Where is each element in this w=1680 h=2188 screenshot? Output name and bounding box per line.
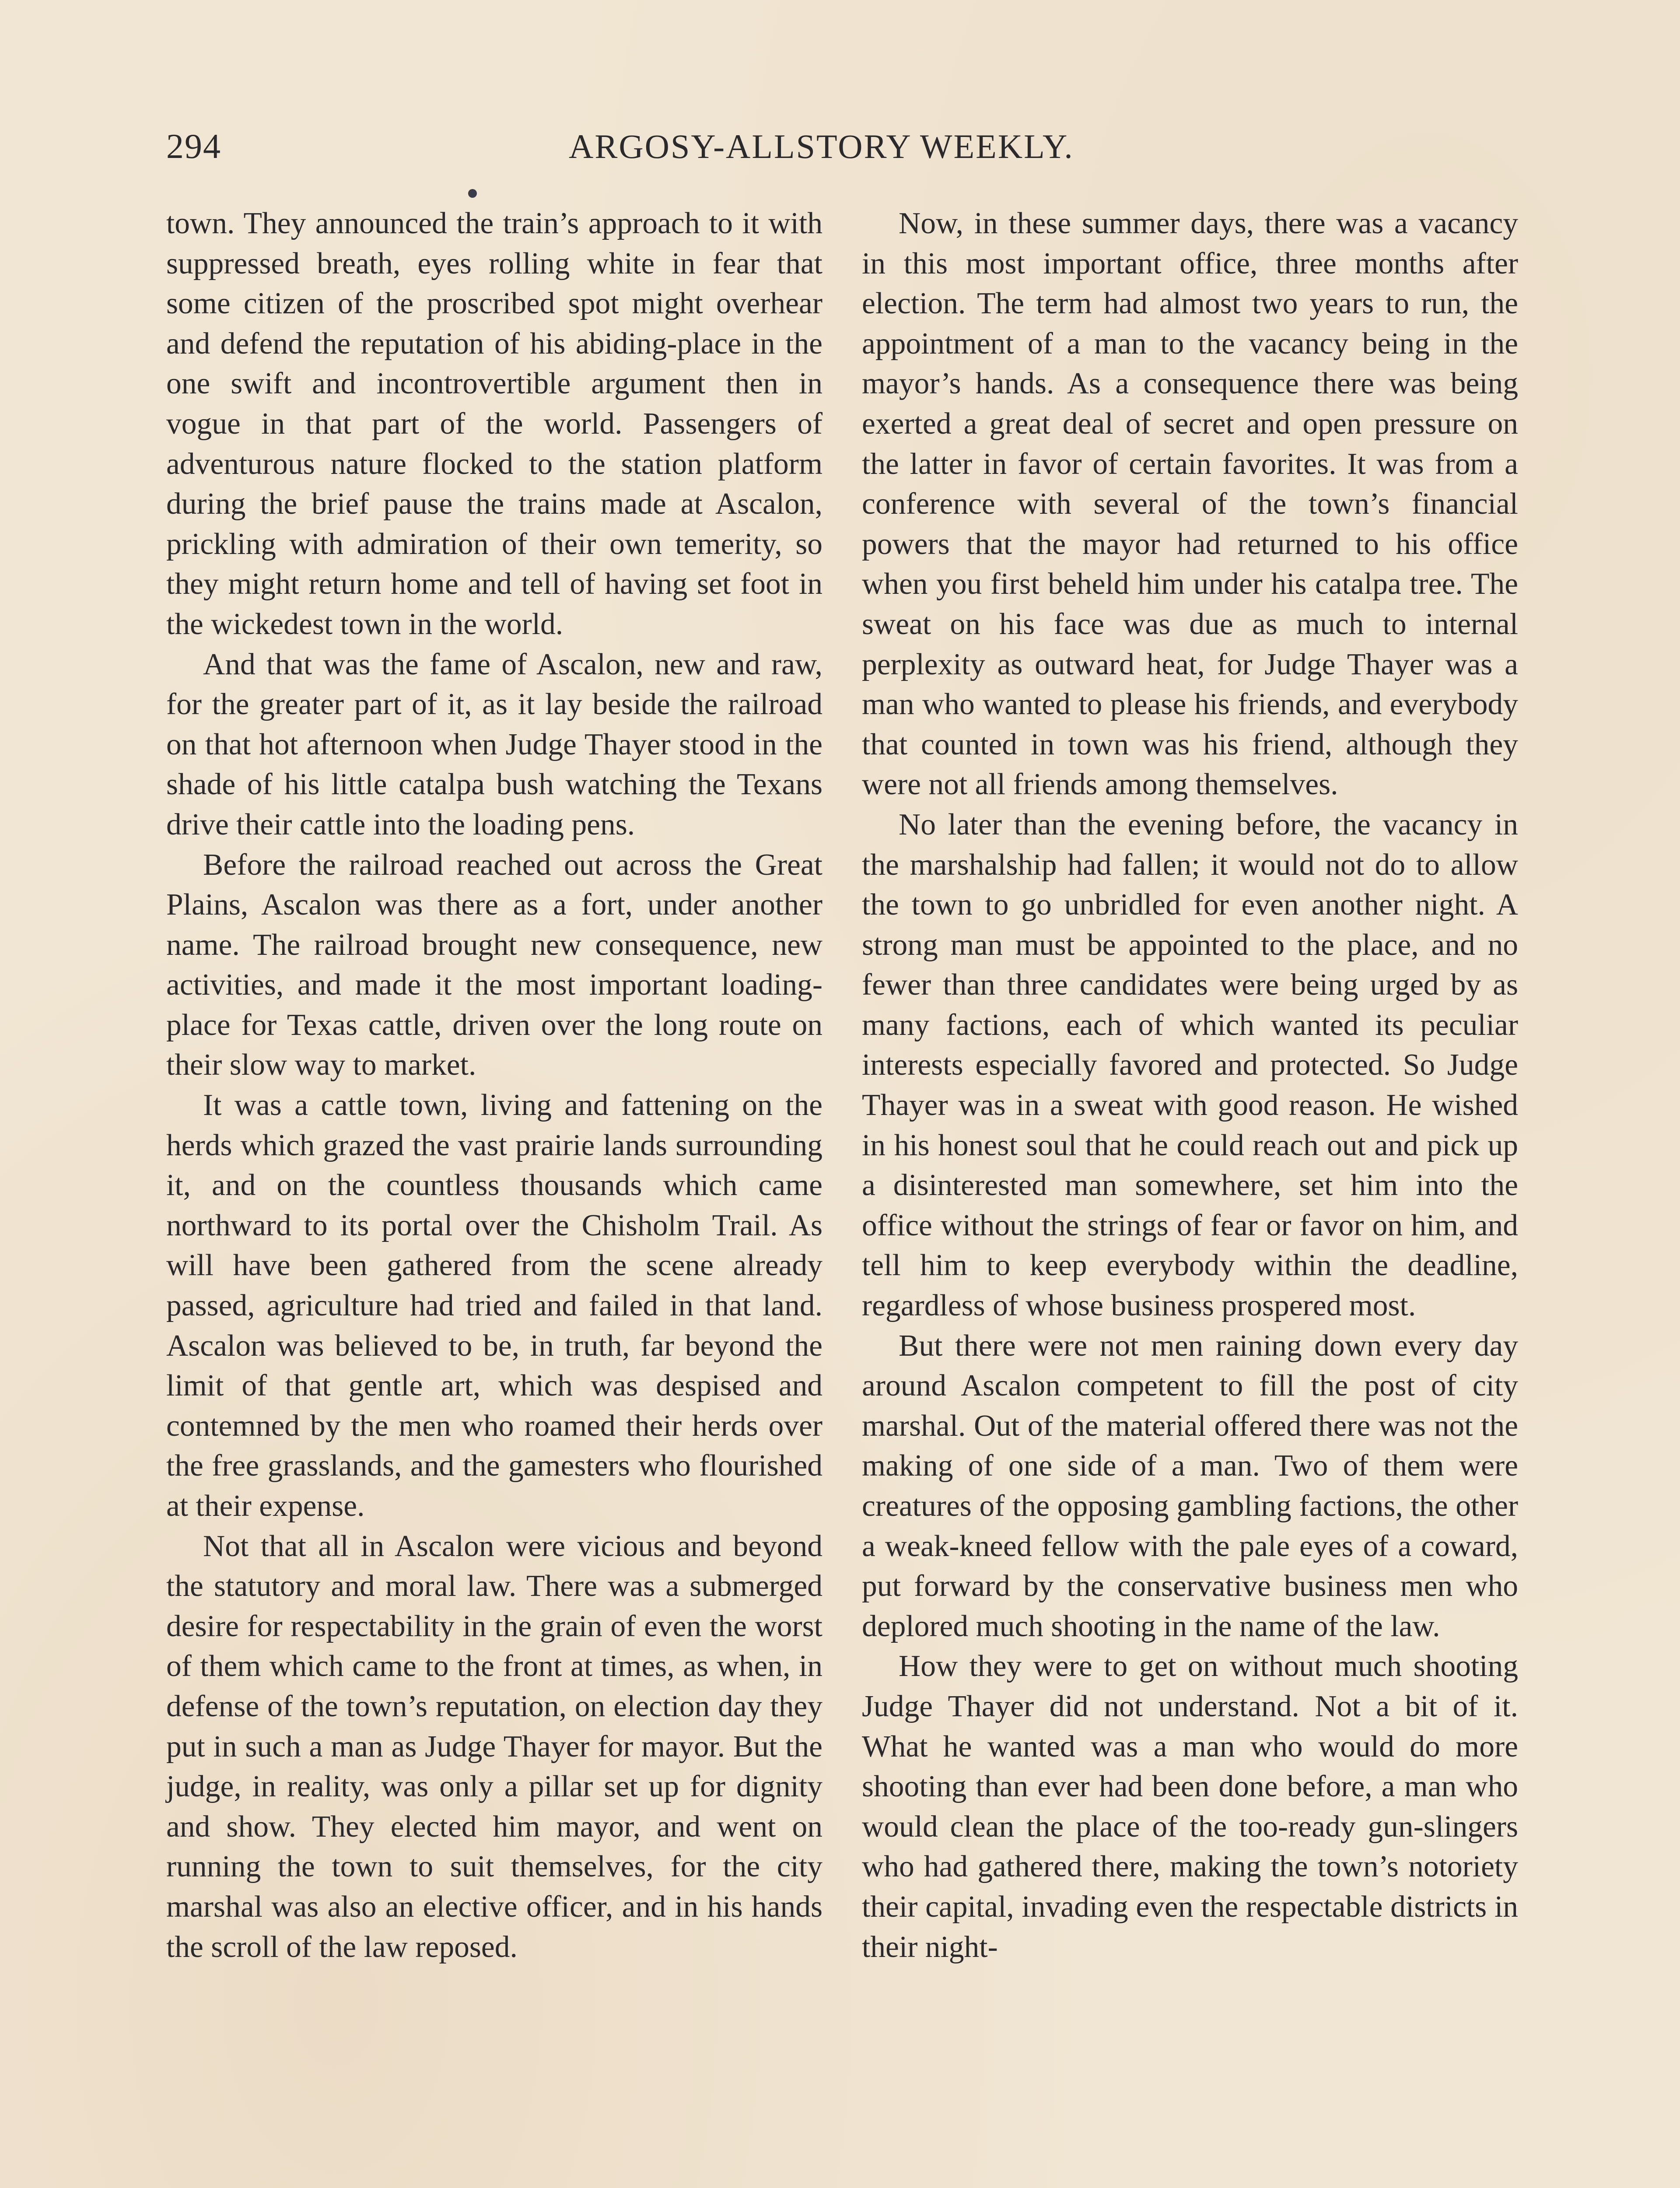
paragraph: No later than the evening before, the vacancy in the marshalship had fallen; it would not do to allow the town to go unbridled for even another night. A strong man must be appointed to the place, and no fewer than three candidates were being urged by as many factions, each of which wanted its peculiar interests especially favored and protected. So Judge Thayer was in a sweat with good reason. He wished in his honest soul that he could reach out and pick up a disinterested man somewhere, set him into the office without the strings of fear or favor on him, and tell him to keep everybody within the deadline, regardless of whose business prospered most.: [862, 807, 1518, 1323]
left-column: [166, 203, 822, 1967]
paragraph: It was a cattle town, living and fattening on the herds which grazed the vast prairie lands surrounding it, and on the countless thousands which came northward to its portal over the Chisholm Trail. As will have been gathered from the scene already passed, agriculture had tried and failed in that land. Ascalon was believed to be, in truth, far beyond the limit of that gentle art, which was despised and contemned by the men who roamed their herds over the free grasslands, and the gamesters who flourished at their expense.: [166, 1088, 822, 1523]
paragraph: Not that all in Ascalon were vicious and beyond the statutory and moral law. There was a submerged desire for respectability in the grain of even the worst of them which came to the front at times, as when, in defense of the town’s reputation, on election day they put in such a man as Judge Thayer for mayor. But the judge, in reality, was only a pillar set up for dignity and show. They elected him mayor, and went on running the town to suit themselves, for the city marshal was also an elective officer, and in his hands the scroll of the law reposed.: [166, 1529, 822, 1964]
paragraph: Now, in these summer days, there was a vacancy in this most important office, three months after election. The term had almost two years to run, the appointment of a man to the vacancy being in the mayor’s hands. As a consequence there was being exerted a great deal of secret and open pressure on the latter in favor of certain favorites. It was from a conference with several of the town’s financial powers that the mayor had returned to his office when you first beheld him under his catalpa tree. The sweat on his face was due as much to internal perplexity as outward heat, for Judge Thayer was a man who wanted to please his friends, and everybody that counted in town was his friend, although they were not all friends among themselves.: [862, 207, 1518, 802]
paragraph: And that was the fame of Ascalon, new and raw, for the greater part of it, as it lay beside the railroad on that hot afternoon when Judge Thayer stood in the shade of his little catalpa bush watching the Texans drive their cattle into the loading pens.: [166, 647, 822, 842]
paragraph: How they were to get on without much shooting Judge Thayer did not understand. Not a bit of it. What he wanted was a man who would do more shooting than ever had been done before, a man who would clean the place of the too-ready gun-slingers who had gathered there, making the town’s notoriety their capital, invading even the respectable districts in their night-: [862, 1649, 1518, 1964]
right-column: [862, 203, 1518, 1967]
paragraph: But there were not men raining down every day around Ascalon competent to fill the post of city marshal. Out of the material offered there was not the making of one side of a man. Two of them were creatures of the opposing gambling factions, the other a weak-kneed fellow with the pale eyes of a coward, put forward by the conservative business men who deplored much shooting in the name of the law.: [862, 1329, 1518, 1643]
paragraph: town. They announced the train’s approach to it with suppressed breath, eyes rolling white in fear that some citizen of the proscribed spot might overhear and defend the reputation of his abiding-place in the one swift and incontrovertible argument then in vogue in that part of the world. Passengers of adventurous nature flocked to the station platform during the brief pause the trains made at Ascalon, prickling with admiration of their own temerity, so they might return home and tell of having set foot in the wickedest town in the world.: [166, 207, 822, 641]
paragraph: Before the railroad reached out across the Great Plains, Ascalon was there as a fort, under another name. The railroad brought new consequence, new activities, and made it the most important loading-place for Texas cattle, driven over the long route on their slow way to market.: [166, 848, 822, 1082]
page-header: [166, 127, 1518, 179]
ink-speck: [468, 189, 477, 198]
running-head: ARGOSY-ALLSTORY WEEKLY.: [569, 127, 1074, 165]
page-number: 294: [166, 127, 221, 166]
